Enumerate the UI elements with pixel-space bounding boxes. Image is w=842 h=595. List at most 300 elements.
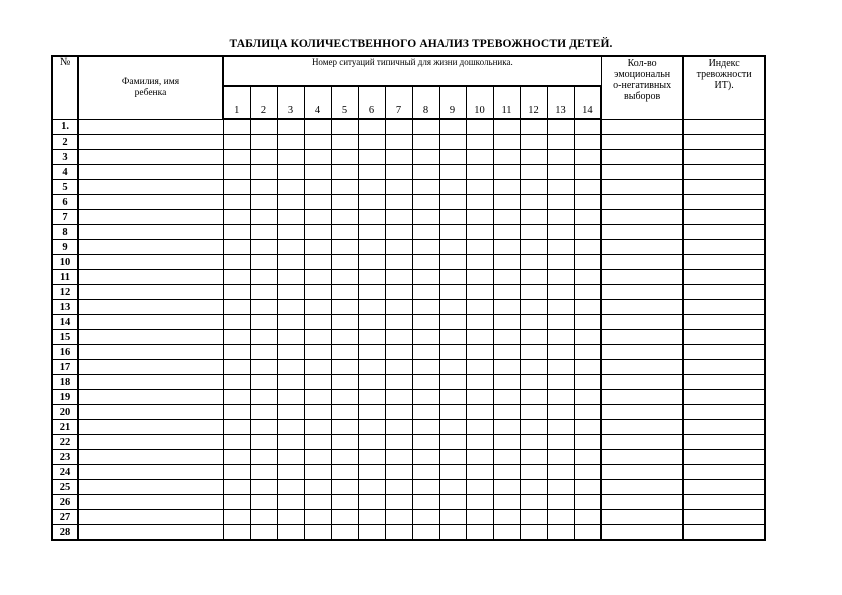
situation-cell[interactable] [493, 150, 520, 165]
situation-cell[interactable] [493, 285, 520, 300]
situation-cell[interactable] [358, 270, 385, 285]
situation-cell[interactable] [331, 195, 358, 210]
situation-cell[interactable] [574, 525, 601, 541]
situation-cell[interactable] [466, 330, 493, 345]
situation-cell[interactable] [574, 270, 601, 285]
situation-cell[interactable] [547, 495, 574, 510]
anxiety-index-cell[interactable] [683, 225, 765, 240]
situation-cell[interactable] [466, 285, 493, 300]
situation-cell[interactable] [358, 375, 385, 390]
negative-choices-count-cell[interactable] [601, 255, 683, 270]
child-name-cell[interactable] [78, 345, 223, 360]
situation-cell[interactable] [304, 375, 331, 390]
situation-cell[interactable] [493, 315, 520, 330]
situation-cell[interactable] [493, 510, 520, 525]
anxiety-index-cell[interactable] [683, 119, 765, 135]
situation-cell[interactable] [547, 150, 574, 165]
situation-cell[interactable] [412, 450, 439, 465]
anxiety-index-cell[interactable] [683, 465, 765, 480]
negative-choices-count-cell[interactable] [601, 375, 683, 390]
situation-cell[interactable] [412, 375, 439, 390]
situation-cell[interactable] [250, 345, 277, 360]
situation-cell[interactable] [412, 135, 439, 150]
situation-cell[interactable] [520, 345, 547, 360]
negative-choices-count-cell[interactable] [601, 345, 683, 360]
situation-cell[interactable] [331, 465, 358, 480]
situation-cell[interactable] [223, 420, 250, 435]
situation-cell[interactable] [385, 435, 412, 450]
situation-cell[interactable] [439, 330, 466, 345]
situation-cell[interactable] [412, 390, 439, 405]
situation-cell[interactable] [574, 345, 601, 360]
situation-cell[interactable] [520, 180, 547, 195]
situation-cell[interactable] [304, 345, 331, 360]
situation-cell[interactable] [358, 315, 385, 330]
situation-cell[interactable] [385, 270, 412, 285]
situation-cell[interactable] [439, 495, 466, 510]
situation-cell[interactable] [331, 390, 358, 405]
situation-cell[interactable] [277, 240, 304, 255]
situation-cell[interactable] [277, 360, 304, 375]
negative-choices-count-cell[interactable] [601, 525, 683, 541]
negative-choices-count-cell[interactable] [601, 315, 683, 330]
situation-cell[interactable] [520, 450, 547, 465]
situation-cell[interactable] [250, 405, 277, 420]
anxiety-index-cell[interactable] [683, 495, 765, 510]
situation-cell[interactable] [304, 150, 331, 165]
situation-cell[interactable] [277, 135, 304, 150]
situation-cell[interactable] [466, 210, 493, 225]
situation-cell[interactable] [439, 525, 466, 541]
situation-cell[interactable] [304, 510, 331, 525]
situation-cell[interactable] [304, 315, 331, 330]
situation-cell[interactable] [439, 480, 466, 495]
child-name-cell[interactable] [78, 285, 223, 300]
situation-cell[interactable] [520, 510, 547, 525]
situation-cell[interactable] [277, 390, 304, 405]
situation-cell[interactable] [304, 390, 331, 405]
situation-cell[interactable] [223, 345, 250, 360]
situation-cell[interactable] [439, 255, 466, 270]
situation-cell[interactable] [277, 255, 304, 270]
situation-cell[interactable] [331, 225, 358, 240]
situation-cell[interactable] [385, 525, 412, 541]
negative-choices-count-cell[interactable] [601, 285, 683, 300]
situation-cell[interactable] [547, 315, 574, 330]
situation-cell[interactable] [520, 225, 547, 240]
situation-cell[interactable] [493, 435, 520, 450]
child-name-cell[interactable] [78, 255, 223, 270]
situation-cell[interactable] [439, 135, 466, 150]
situation-cell[interactable] [520, 210, 547, 225]
situation-cell[interactable] [547, 510, 574, 525]
situation-cell[interactable] [277, 165, 304, 180]
situation-cell[interactable] [547, 405, 574, 420]
situation-cell[interactable] [223, 195, 250, 210]
situation-cell[interactable] [277, 405, 304, 420]
situation-cell[interactable] [493, 450, 520, 465]
situation-cell[interactable] [493, 465, 520, 480]
situation-cell[interactable] [412, 495, 439, 510]
anxiety-index-cell[interactable] [683, 330, 765, 345]
situation-cell[interactable] [547, 435, 574, 450]
situation-cell[interactable] [466, 375, 493, 390]
situation-cell[interactable] [547, 180, 574, 195]
situation-cell[interactable] [358, 330, 385, 345]
situation-cell[interactable] [250, 180, 277, 195]
situation-cell[interactable] [250, 420, 277, 435]
negative-choices-count-cell[interactable] [601, 495, 683, 510]
negative-choices-count-cell[interactable] [601, 150, 683, 165]
situation-cell[interactable] [223, 315, 250, 330]
child-name-cell[interactable] [78, 510, 223, 525]
situation-cell[interactable] [277, 420, 304, 435]
situation-cell[interactable] [466, 450, 493, 465]
situation-cell[interactable] [331, 375, 358, 390]
situation-cell[interactable] [520, 119, 547, 135]
situation-cell[interactable] [277, 270, 304, 285]
situation-cell[interactable] [412, 270, 439, 285]
situation-cell[interactable] [304, 210, 331, 225]
situation-cell[interactable] [493, 420, 520, 435]
anxiety-index-cell[interactable] [683, 180, 765, 195]
situation-cell[interactable] [520, 150, 547, 165]
situation-cell[interactable] [358, 450, 385, 465]
situation-cell[interactable] [466, 195, 493, 210]
situation-cell[interactable] [547, 195, 574, 210]
situation-cell[interactable] [520, 525, 547, 541]
situation-cell[interactable] [547, 240, 574, 255]
situation-cell[interactable] [250, 330, 277, 345]
negative-choices-count-cell[interactable] [601, 510, 683, 525]
situation-cell[interactable] [493, 345, 520, 360]
anxiety-index-cell[interactable] [683, 480, 765, 495]
situation-cell[interactable] [520, 420, 547, 435]
situation-cell[interactable] [385, 210, 412, 225]
situation-cell[interactable] [304, 405, 331, 420]
situation-cell[interactable] [304, 420, 331, 435]
situation-cell[interactable] [331, 360, 358, 375]
anxiety-index-cell[interactable] [683, 195, 765, 210]
situation-cell[interactable] [466, 465, 493, 480]
situation-cell[interactable] [520, 315, 547, 330]
situation-cell[interactable] [574, 330, 601, 345]
situation-cell[interactable] [277, 435, 304, 450]
situation-cell[interactable] [331, 330, 358, 345]
situation-cell[interactable] [466, 420, 493, 435]
situation-cell[interactable] [412, 210, 439, 225]
negative-choices-count-cell[interactable] [601, 465, 683, 480]
anxiety-index-cell[interactable] [683, 150, 765, 165]
situation-cell[interactable] [520, 165, 547, 180]
child-name-cell[interactable] [78, 450, 223, 465]
negative-choices-count-cell[interactable] [601, 420, 683, 435]
situation-cell[interactable] [358, 465, 385, 480]
situation-cell[interactable] [574, 465, 601, 480]
situation-cell[interactable] [358, 405, 385, 420]
anxiety-index-cell[interactable] [683, 315, 765, 330]
situation-cell[interactable] [250, 225, 277, 240]
situation-cell[interactable] [358, 390, 385, 405]
situation-cell[interactable] [250, 165, 277, 180]
situation-cell[interactable] [574, 495, 601, 510]
situation-cell[interactable] [466, 135, 493, 150]
situation-cell[interactable] [547, 135, 574, 150]
situation-cell[interactable] [304, 165, 331, 180]
situation-cell[interactable] [385, 300, 412, 315]
situation-cell[interactable] [493, 480, 520, 495]
situation-cell[interactable] [466, 240, 493, 255]
child-name-cell[interactable] [78, 495, 223, 510]
negative-choices-count-cell[interactable] [601, 480, 683, 495]
child-name-cell[interactable] [78, 150, 223, 165]
situation-cell[interactable] [466, 255, 493, 270]
situation-cell[interactable] [304, 119, 331, 135]
negative-choices-count-cell[interactable] [601, 300, 683, 315]
situation-cell[interactable] [331, 180, 358, 195]
child-name-cell[interactable] [78, 315, 223, 330]
situation-cell[interactable] [493, 255, 520, 270]
situation-cell[interactable] [223, 450, 250, 465]
negative-choices-count-cell[interactable] [601, 180, 683, 195]
situation-cell[interactable] [412, 195, 439, 210]
negative-choices-count-cell[interactable] [601, 195, 683, 210]
child-name-cell[interactable] [78, 420, 223, 435]
situation-cell[interactable] [358, 525, 385, 541]
situation-cell[interactable] [304, 465, 331, 480]
situation-cell[interactable] [493, 180, 520, 195]
situation-cell[interactable] [466, 225, 493, 240]
anxiety-index-cell[interactable] [683, 435, 765, 450]
situation-cell[interactable] [223, 135, 250, 150]
situation-cell[interactable] [466, 480, 493, 495]
situation-cell[interactable] [520, 360, 547, 375]
situation-cell[interactable] [439, 150, 466, 165]
situation-cell[interactable] [250, 135, 277, 150]
situation-cell[interactable] [331, 480, 358, 495]
situation-cell[interactable] [358, 255, 385, 270]
situation-cell[interactable] [277, 330, 304, 345]
situation-cell[interactable] [223, 405, 250, 420]
child-name-cell[interactable] [78, 465, 223, 480]
situation-cell[interactable] [520, 270, 547, 285]
situation-cell[interactable] [385, 285, 412, 300]
situation-cell[interactable] [574, 119, 601, 135]
situation-cell[interactable] [250, 525, 277, 541]
situation-cell[interactable] [412, 300, 439, 315]
anxiety-index-cell[interactable] [683, 525, 765, 541]
situation-cell[interactable] [331, 240, 358, 255]
situation-cell[interactable] [277, 345, 304, 360]
situation-cell[interactable] [250, 210, 277, 225]
situation-cell[interactable] [412, 315, 439, 330]
situation-cell[interactable] [547, 300, 574, 315]
situation-cell[interactable] [493, 270, 520, 285]
situation-cell[interactable] [439, 240, 466, 255]
negative-choices-count-cell[interactable] [601, 450, 683, 465]
situation-cell[interactable] [331, 165, 358, 180]
negative-choices-count-cell[interactable] [601, 330, 683, 345]
situation-cell[interactable] [520, 495, 547, 510]
situation-cell[interactable] [412, 165, 439, 180]
situation-cell[interactable] [520, 195, 547, 210]
situation-cell[interactable] [574, 180, 601, 195]
situation-cell[interactable] [574, 315, 601, 330]
situation-cell[interactable] [331, 405, 358, 420]
negative-choices-count-cell[interactable] [601, 360, 683, 375]
situation-cell[interactable] [358, 240, 385, 255]
situation-cell[interactable] [412, 405, 439, 420]
situation-cell[interactable] [412, 240, 439, 255]
situation-cell[interactable] [493, 330, 520, 345]
situation-cell[interactable] [304, 255, 331, 270]
situation-cell[interactable] [250, 360, 277, 375]
situation-cell[interactable] [250, 315, 277, 330]
situation-cell[interactable] [439, 180, 466, 195]
negative-choices-count-cell[interactable] [601, 165, 683, 180]
situation-cell[interactable] [493, 225, 520, 240]
situation-cell[interactable] [277, 525, 304, 541]
situation-cell[interactable] [250, 375, 277, 390]
situation-cell[interactable] [412, 285, 439, 300]
child-name-cell[interactable] [78, 210, 223, 225]
situation-cell[interactable] [547, 390, 574, 405]
situation-cell[interactable] [439, 405, 466, 420]
situation-cell[interactable] [574, 255, 601, 270]
situation-cell[interactable] [547, 480, 574, 495]
situation-cell[interactable] [520, 285, 547, 300]
situation-cell[interactable] [385, 315, 412, 330]
situation-cell[interactable] [439, 435, 466, 450]
situation-cell[interactable] [277, 210, 304, 225]
situation-cell[interactable] [385, 240, 412, 255]
situation-cell[interactable] [304, 270, 331, 285]
situation-cell[interactable] [466, 510, 493, 525]
situation-cell[interactable] [277, 150, 304, 165]
situation-cell[interactable] [223, 300, 250, 315]
anxiety-index-cell[interactable] [683, 255, 765, 270]
situation-cell[interactable] [385, 495, 412, 510]
situation-cell[interactable] [385, 420, 412, 435]
situation-cell[interactable] [547, 375, 574, 390]
situation-cell[interactable] [223, 495, 250, 510]
situation-cell[interactable] [466, 165, 493, 180]
situation-cell[interactable] [250, 390, 277, 405]
situation-cell[interactable] [304, 450, 331, 465]
situation-cell[interactable] [520, 300, 547, 315]
situation-cell[interactable] [223, 375, 250, 390]
anxiety-index-cell[interactable] [683, 390, 765, 405]
situation-cell[interactable] [223, 210, 250, 225]
situation-cell[interactable] [223, 255, 250, 270]
situation-cell[interactable] [466, 360, 493, 375]
situation-cell[interactable] [358, 165, 385, 180]
negative-choices-count-cell[interactable] [601, 240, 683, 255]
anxiety-index-cell[interactable] [683, 300, 765, 315]
situation-cell[interactable] [466, 270, 493, 285]
situation-cell[interactable] [331, 450, 358, 465]
situation-cell[interactable] [547, 255, 574, 270]
situation-cell[interactable] [223, 285, 250, 300]
situation-cell[interactable] [358, 360, 385, 375]
negative-choices-count-cell[interactable] [601, 119, 683, 135]
situation-cell[interactable] [466, 495, 493, 510]
situation-cell[interactable] [223, 510, 250, 525]
situation-cell[interactable] [412, 525, 439, 541]
situation-cell[interactable] [277, 450, 304, 465]
situation-cell[interactable] [385, 150, 412, 165]
situation-cell[interactable] [223, 165, 250, 180]
negative-choices-count-cell[interactable] [601, 435, 683, 450]
anxiety-index-cell[interactable] [683, 240, 765, 255]
situation-cell[interactable] [304, 135, 331, 150]
situation-cell[interactable] [223, 180, 250, 195]
situation-cell[interactable] [277, 119, 304, 135]
child-name-cell[interactable] [78, 525, 223, 541]
child-name-cell[interactable] [78, 135, 223, 150]
situation-cell[interactable] [358, 225, 385, 240]
situation-cell[interactable] [277, 465, 304, 480]
situation-cell[interactable] [520, 405, 547, 420]
anxiety-index-cell[interactable] [683, 165, 765, 180]
situation-cell[interactable] [520, 240, 547, 255]
situation-cell[interactable] [223, 225, 250, 240]
situation-cell[interactable] [574, 390, 601, 405]
situation-cell[interactable] [412, 255, 439, 270]
situation-cell[interactable] [385, 360, 412, 375]
situation-cell[interactable] [547, 330, 574, 345]
situation-cell[interactable] [331, 495, 358, 510]
situation-cell[interactable] [250, 435, 277, 450]
situation-cell[interactable] [574, 285, 601, 300]
situation-cell[interactable] [277, 225, 304, 240]
situation-cell[interactable] [250, 240, 277, 255]
situation-cell[interactable] [493, 135, 520, 150]
situation-cell[interactable] [547, 270, 574, 285]
situation-cell[interactable] [277, 300, 304, 315]
situation-cell[interactable] [331, 525, 358, 541]
situation-cell[interactable] [574, 450, 601, 465]
situation-cell[interactable] [574, 375, 601, 390]
child-name-cell[interactable] [78, 375, 223, 390]
situation-cell[interactable] [439, 195, 466, 210]
situation-cell[interactable] [358, 300, 385, 315]
anxiety-index-cell[interactable] [683, 360, 765, 375]
situation-cell[interactable] [520, 255, 547, 270]
situation-cell[interactable] [358, 420, 385, 435]
situation-cell[interactable] [250, 285, 277, 300]
situation-cell[interactable] [439, 375, 466, 390]
situation-cell[interactable] [520, 435, 547, 450]
child-name-cell[interactable] [78, 195, 223, 210]
situation-cell[interactable] [331, 210, 358, 225]
situation-cell[interactable] [385, 255, 412, 270]
situation-cell[interactable] [412, 360, 439, 375]
situation-cell[interactable] [223, 330, 250, 345]
child-name-cell[interactable] [78, 240, 223, 255]
situation-cell[interactable] [304, 180, 331, 195]
situation-cell[interactable] [520, 480, 547, 495]
situation-cell[interactable] [520, 390, 547, 405]
situation-cell[interactable] [277, 180, 304, 195]
situation-cell[interactable] [223, 435, 250, 450]
situation-cell[interactable] [385, 480, 412, 495]
situation-cell[interactable] [277, 495, 304, 510]
situation-cell[interactable] [412, 510, 439, 525]
anxiety-index-cell[interactable] [683, 510, 765, 525]
situation-cell[interactable] [277, 285, 304, 300]
situation-cell[interactable] [304, 225, 331, 240]
